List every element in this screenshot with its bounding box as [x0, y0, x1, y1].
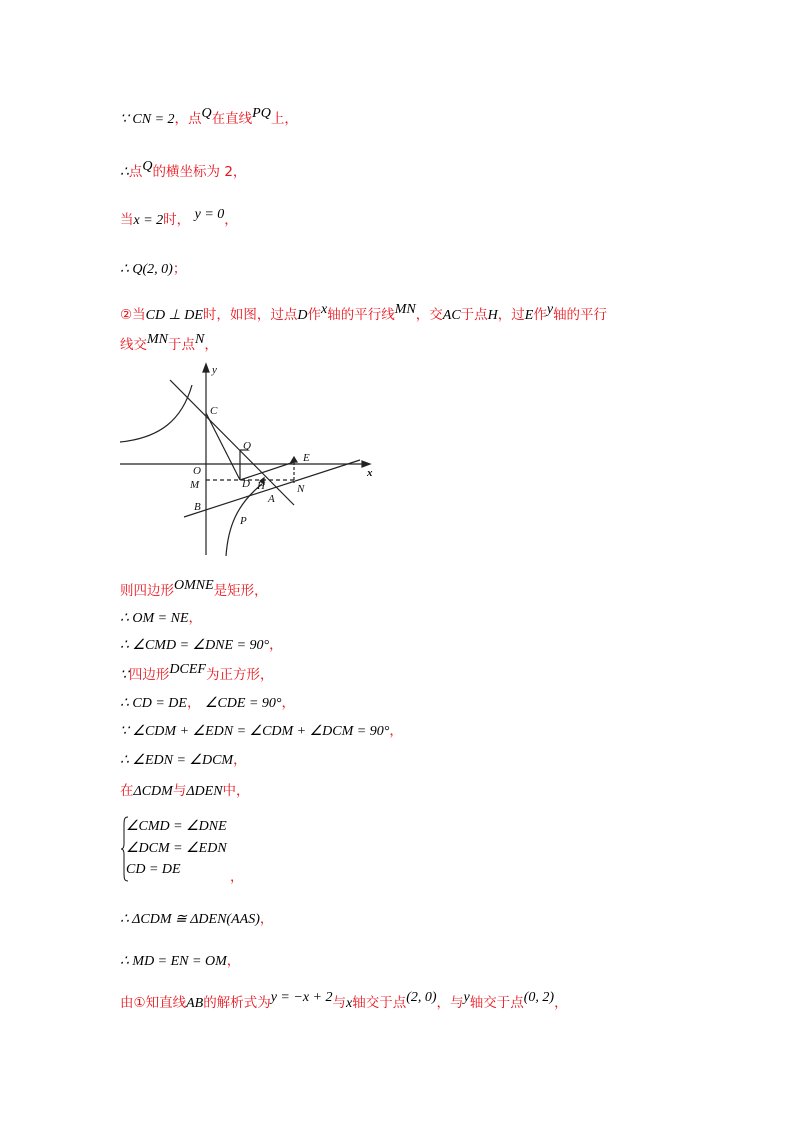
e-point-mark	[291, 457, 297, 462]
text-line-8: ∴ OM = NE，	[120, 610, 203, 626]
text-line-9: ∴ ∠CMD = ∠DNE = 90°，	[120, 637, 283, 653]
geometry-figure	[120, 358, 380, 556]
text-line-3: 当x = 2时， y = 0，	[120, 207, 238, 228]
equation-row-3: CD = DE	[126, 862, 181, 877]
label-d: D	[242, 478, 250, 490]
text-line-7: 则四边形OMNE是矩形，	[120, 578, 268, 599]
y-axis-arrow	[203, 364, 209, 372]
system-trailing-comma: ，	[230, 869, 244, 885]
text-line-2: ∴点Q的横坐标为 2，	[120, 159, 247, 180]
text-line-6: 线交MN于点N，	[120, 332, 218, 353]
text-line-14: 在ΔCDM与ΔDEN中，	[120, 783, 250, 799]
label-x-axis: x	[367, 467, 373, 479]
label-y-axis: y	[212, 364, 217, 376]
hyperbola-branch-upper	[120, 385, 192, 442]
label-e: E	[303, 452, 310, 464]
label-h: H	[257, 480, 265, 492]
text-line-1: ∵ CN = 2，点Q在直线PQ上，	[120, 106, 298, 127]
label-o: O	[193, 465, 201, 477]
label-p: P	[240, 515, 247, 527]
text-line-16: ∴ MD = EN = OM，	[120, 953, 241, 969]
text-line-10: ∵四边形DCEF为正方形，	[120, 662, 274, 683]
line-be	[184, 460, 360, 517]
text-line-13: ∴ ∠EDN = ∠DCM，	[120, 752, 247, 768]
label-a: A	[268, 493, 275, 505]
text-line-5: ②当CD ⊥ DE时，如图，过点D作x轴的平行线MN，交AC于点H，过E作y轴的平行	[120, 302, 608, 323]
text-line-11: ∴ CD = DE， ∠CDE = 90°，	[120, 695, 296, 711]
label-q: Q	[243, 440, 251, 452]
line-ac	[170, 380, 294, 505]
equation-row-1: ∠CMD = ∠DNE	[126, 819, 227, 834]
text-line-15: ∴ ΔCDM ≅ ΔDEN(AAS)，	[120, 911, 274, 927]
segment-cd	[206, 413, 240, 480]
text-line-12: ∵ ∠CDM + ∠EDN = ∠CDM + ∠DCM = 90°，	[120, 723, 403, 739]
equation-row-2: ∠DCM = ∠EDN	[126, 841, 227, 856]
label-b: B	[194, 501, 201, 513]
label-c: C	[210, 405, 218, 417]
text-line-4: ∴ Q(2, 0)；	[120, 261, 187, 277]
label-n: N	[297, 483, 305, 495]
text-line-17: 由①知直线AB的解析式为y = −x + 2与x轴交于点(2, 0)，与y轴交于点(0, 2)，	[120, 990, 568, 1011]
label-m: M	[190, 479, 200, 491]
